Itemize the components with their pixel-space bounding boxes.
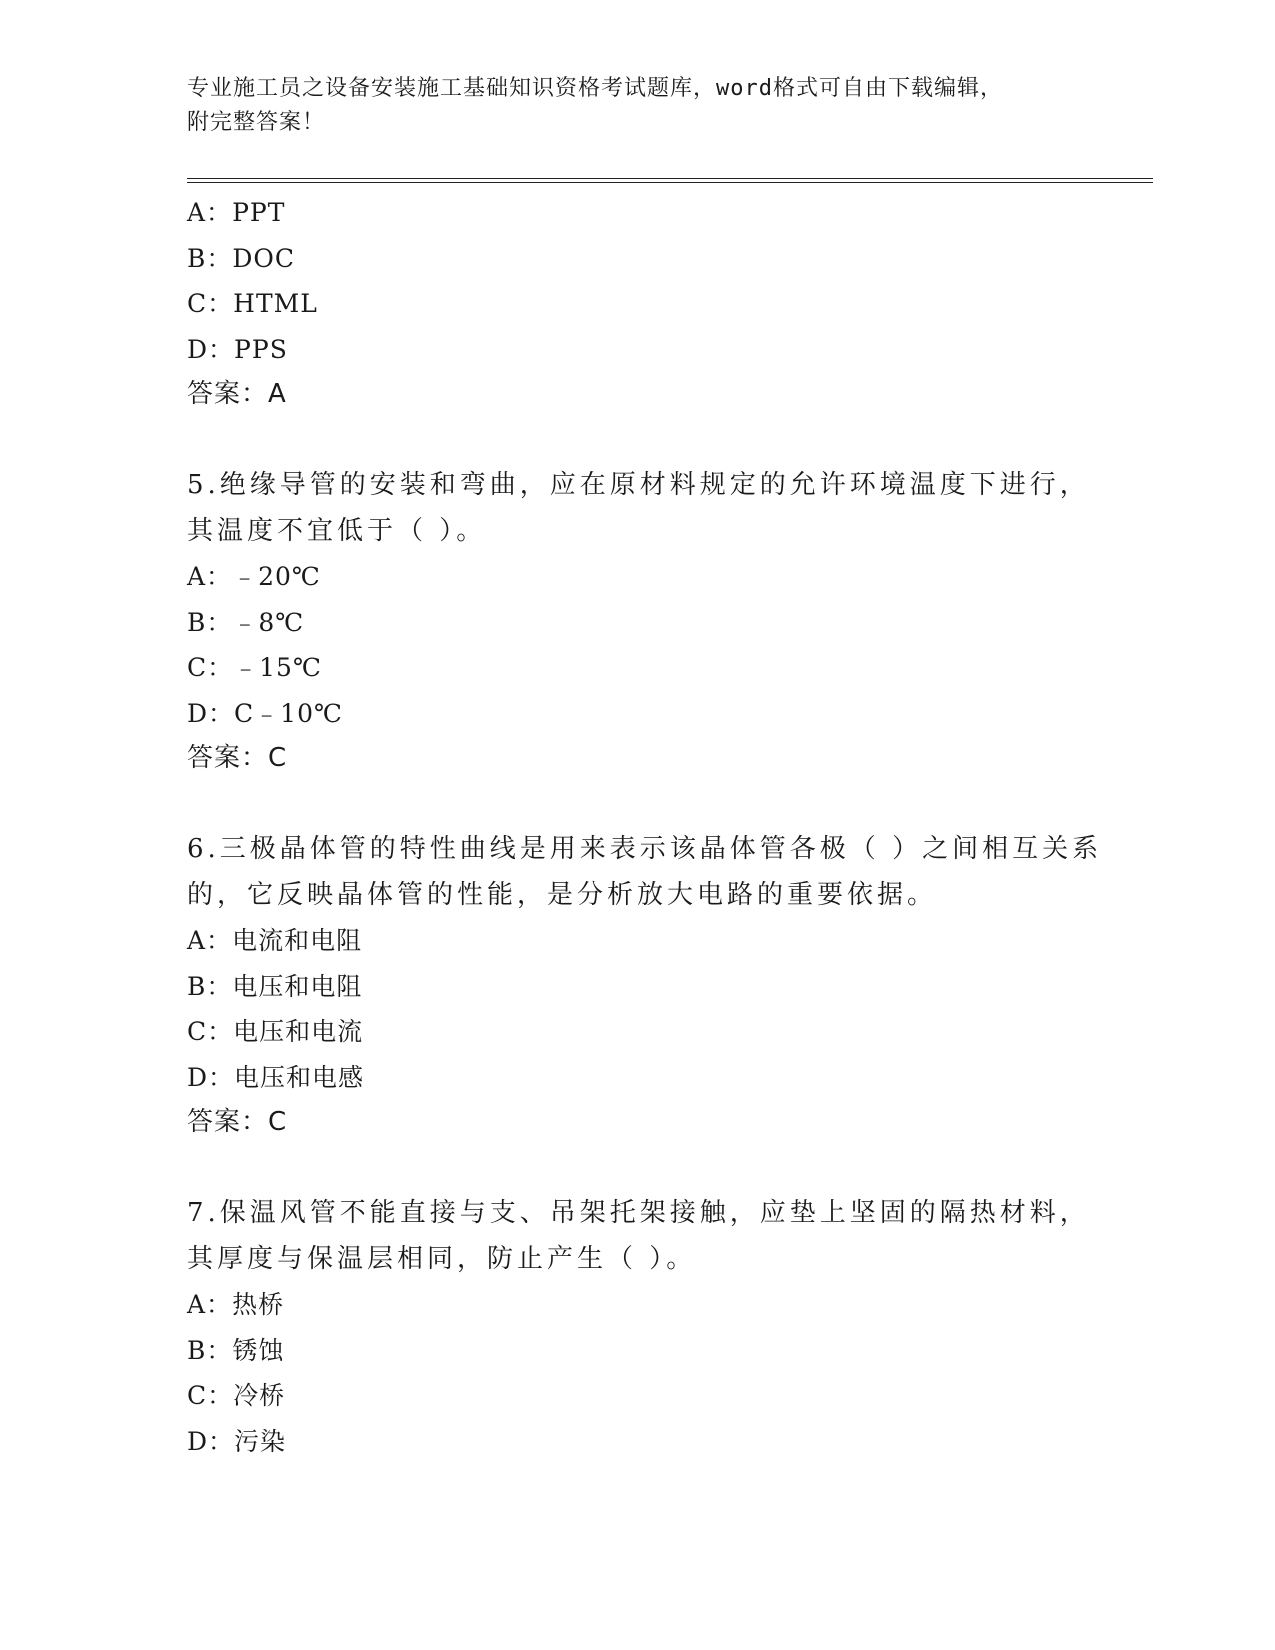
option-key: B： — [187, 971, 233, 1001]
option-a — [187, 918, 1147, 964]
question-6-block — [187, 827, 1147, 1145]
option-key: B： — [187, 607, 233, 637]
question-stem — [187, 1191, 1090, 1282]
option-key: B： — [187, 1335, 233, 1365]
question-stem — [187, 463, 1090, 554]
option-key: D： — [187, 1062, 235, 1092]
question-stem-line-2: 其厚度与保温层相同，防止产生（ ）。 — [187, 1243, 697, 1274]
option-text: 电流和电阻 — [232, 926, 363, 955]
answer-line: 答案：C — [187, 1107, 288, 1137]
option-a — [187, 1282, 1147, 1328]
option-b — [187, 236, 1147, 282]
option-text: 锈蚀 — [232, 1335, 285, 1365]
option-key: C： — [187, 1017, 234, 1046]
option-text: DOC — [232, 243, 296, 273]
answer-line: 答案：C — [187, 743, 288, 773]
option-text: PPS — [234, 334, 288, 364]
question-stem — [187, 827, 1103, 918]
option-key: A： — [187, 562, 233, 591]
question-stem-line-2: 其温度不宜低于（ ）。 — [187, 515, 487, 546]
option-c — [187, 1373, 1147, 1419]
option-key: A： — [187, 1290, 233, 1319]
question-list — [187, 190, 1147, 1464]
option-text: C﹣10℃ — [234, 698, 343, 728]
question-stem-line-2: 的，它反映晶体管的性能，是分析放大电路的重要依据。 — [187, 879, 938, 910]
option-b — [187, 1328, 1147, 1374]
option-d — [187, 691, 1147, 737]
option-key: A： — [187, 198, 233, 227]
option-a — [187, 554, 1147, 600]
option-text: 电压和电感 — [234, 1062, 365, 1092]
header-line-2: 附完整答案！ — [187, 110, 326, 135]
option-c — [187, 645, 1147, 691]
question-stem-line-1: 7.保温风管不能直接与支、吊架托架接触，应垫上坚固的隔热材料， — [187, 1198, 1090, 1228]
question-stem-line-1: 5.绝缘导管的安装和弯曲，应在原材料规定的允许环境温度下进行， — [187, 470, 1090, 500]
option-a — [187, 190, 1147, 236]
option-b — [187, 964, 1147, 1010]
option-text: 污染 — [234, 1426, 287, 1456]
option-text: 冷桥 — [233, 1381, 286, 1410]
option-text: 热桥 — [232, 1290, 285, 1319]
question-4-block — [187, 190, 1147, 417]
option-text: HTML — [233, 289, 318, 318]
option-d — [187, 1055, 1147, 1101]
option-key: C： — [187, 1381, 234, 1410]
option-text: ﹣20℃ — [232, 562, 321, 591]
option-key: C： — [187, 289, 234, 318]
option-key: C： — [187, 653, 234, 682]
option-b — [187, 600, 1147, 646]
option-key: B： — [187, 243, 233, 273]
option-key: D： — [187, 698, 235, 728]
question-7-block — [187, 1191, 1147, 1464]
option-key: D： — [187, 1426, 235, 1456]
option-c — [187, 281, 1147, 327]
option-key: D： — [187, 334, 235, 364]
question-5-block — [187, 463, 1147, 781]
option-key: A： — [187, 926, 233, 955]
option-text: PPT — [232, 198, 286, 227]
option-c — [187, 1009, 1147, 1055]
option-d — [187, 327, 1147, 373]
option-text: 电压和电阻 — [232, 971, 363, 1001]
option-text: 电压和电流 — [233, 1017, 364, 1046]
option-text: ﹣8℃ — [232, 607, 305, 637]
question-stem-line-1: 6.三极晶体管的特性曲线是用来表示该晶体管各极（ ）之间相互关系 — [187, 834, 1103, 864]
document-header — [187, 72, 1087, 140]
option-text: ﹣15℃ — [233, 653, 322, 682]
header-divider — [187, 178, 1153, 183]
option-d — [187, 1419, 1147, 1465]
answer-line: 答案：A — [187, 379, 287, 409]
header-line-1: 专业施工员之设备安装施工基础知识资格考试题库，word格式可自由下载编辑， — [187, 76, 1003, 101]
